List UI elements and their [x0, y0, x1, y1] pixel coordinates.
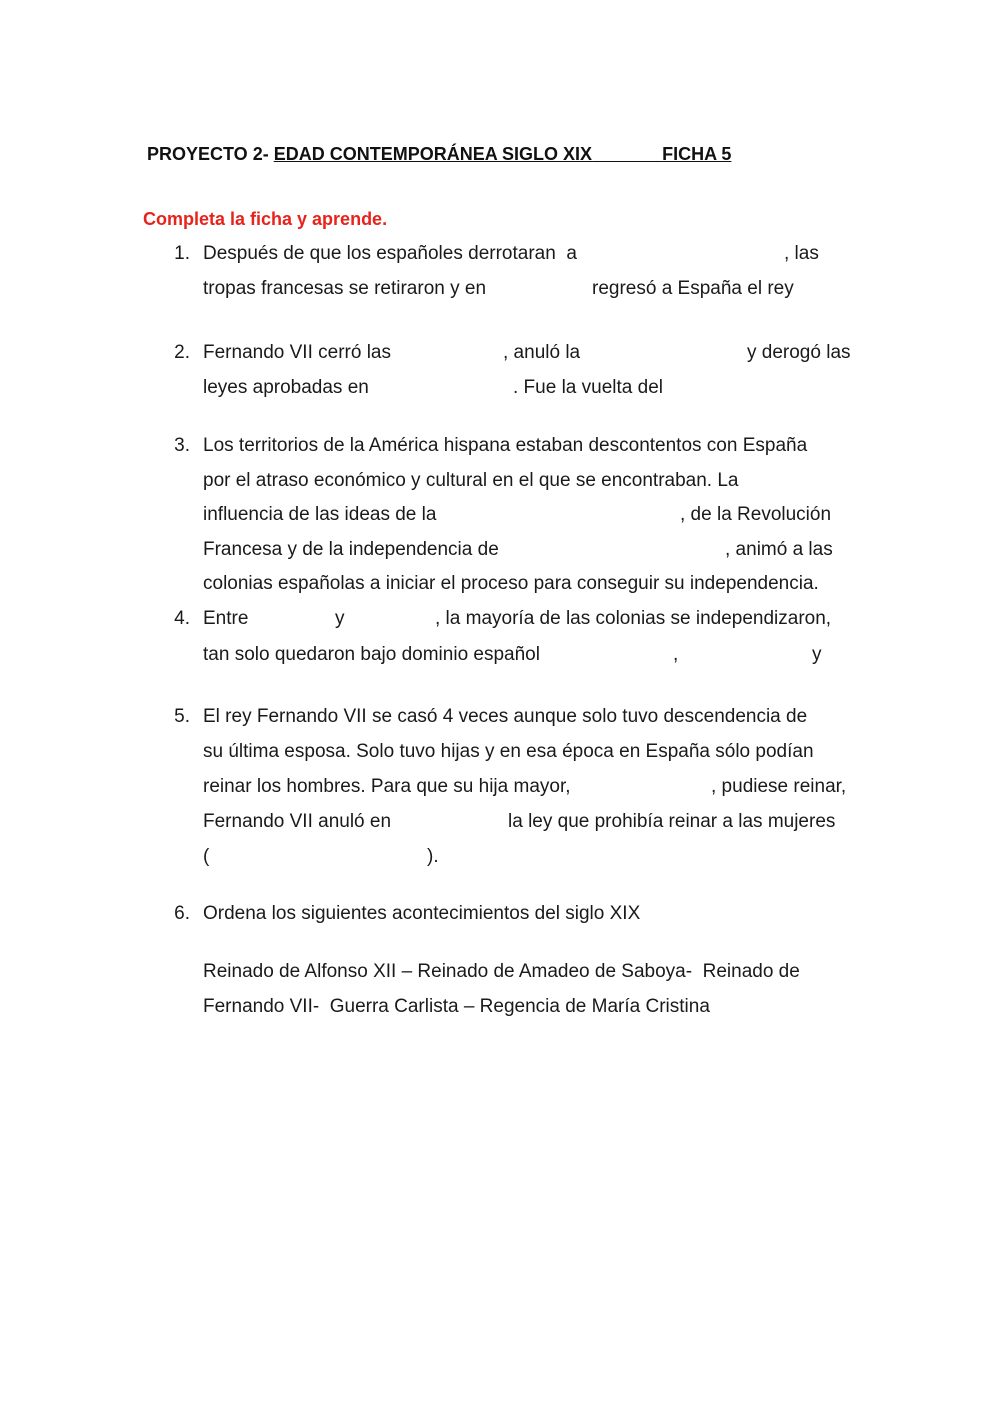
item5-text: , pudiese reinar,: [711, 776, 847, 797]
events-list: Fernando VII- Guerra Carlista – Regencia de María Cristina: [203, 996, 710, 1017]
item-number: 2.: [174, 342, 190, 363]
instruction-subtitle: Completa la ficha y aprende.: [143, 209, 388, 229]
header-sheet: FICHA 5: [662, 144, 732, 164]
item5-text: reinar los hombres. Para que su hija mayor,: [203, 776, 571, 797]
item4-text: y: [335, 608, 345, 629]
item4-text: tan solo quedaron bajo dominio español: [203, 644, 540, 665]
item2-text: leyes aprobadas en: [203, 377, 369, 398]
item3-text: , de la Revolución: [680, 504, 832, 525]
item1-text: tropas francesas se retiraron y en: [203, 278, 487, 299]
item1-text: regresó a España el rey: [592, 278, 794, 299]
item5-text: (: [203, 846, 210, 867]
item3-text: influencia de las ideas de la: [203, 504, 437, 525]
item2-text: , anuló la: [503, 342, 581, 363]
item2-text: . Fue la vuelta del: [513, 377, 663, 398]
item3-text: Los territorios de la América hispana estaban descontentos con España: [203, 435, 808, 456]
item5-text: ).: [427, 846, 439, 867]
item1-text: Después de que los españoles derrotaran a: [203, 243, 577, 264]
item2-text: Fernando VII cerró las: [203, 342, 391, 363]
item4-text: ,: [673, 644, 679, 665]
item1-text: , las: [784, 243, 819, 264]
item4-text: Entre: [203, 608, 249, 629]
item4-text: y: [812, 644, 822, 665]
header-prefix: PROYECTO 2-: [147, 144, 274, 164]
item2-text: y derogó las: [747, 342, 851, 363]
item3-text: por el atraso económico y cultural en el que se encontraban. La: [203, 470, 739, 491]
item6-text: Ordena los siguientes acontecimientos del siglo XIX: [203, 903, 641, 924]
events-list: Reinado de Alfonso XII – Reinado de Amadeo de Saboya- Reinado de: [203, 961, 800, 982]
item3-text: colonias españolas a iniciar el proceso para conseguir su independencia.: [203, 573, 819, 594]
item-number: 3.: [174, 435, 190, 456]
worksheet-header: [147, 143, 731, 165]
header-title: EDAD CONTEMPORÁNEA SIGLO XIX: [273, 144, 593, 164]
item-number: 4.: [174, 608, 190, 629]
item-number: 6.: [174, 903, 190, 924]
item3-text: Francesa y de la independencia de: [203, 539, 499, 560]
item5-text: su última esposa. Solo tuvo hijas y en esa época en España sólo podían: [203, 741, 814, 762]
item-number: 5.: [174, 706, 190, 727]
header-gap: [592, 144, 662, 164]
item4-text: , la mayoría de las colonias se independizaron,: [435, 608, 832, 629]
item5-text: Fernando VII anuló en: [203, 811, 392, 832]
item5-text: El rey Fernando VII se casó 4 veces aunque solo tuvo descendencia de: [203, 706, 808, 727]
item-number: 1.: [174, 243, 190, 264]
item5-text: la ley que prohibía reinar a las mujeres: [508, 811, 836, 832]
item3-text: , animó a las: [725, 539, 833, 560]
